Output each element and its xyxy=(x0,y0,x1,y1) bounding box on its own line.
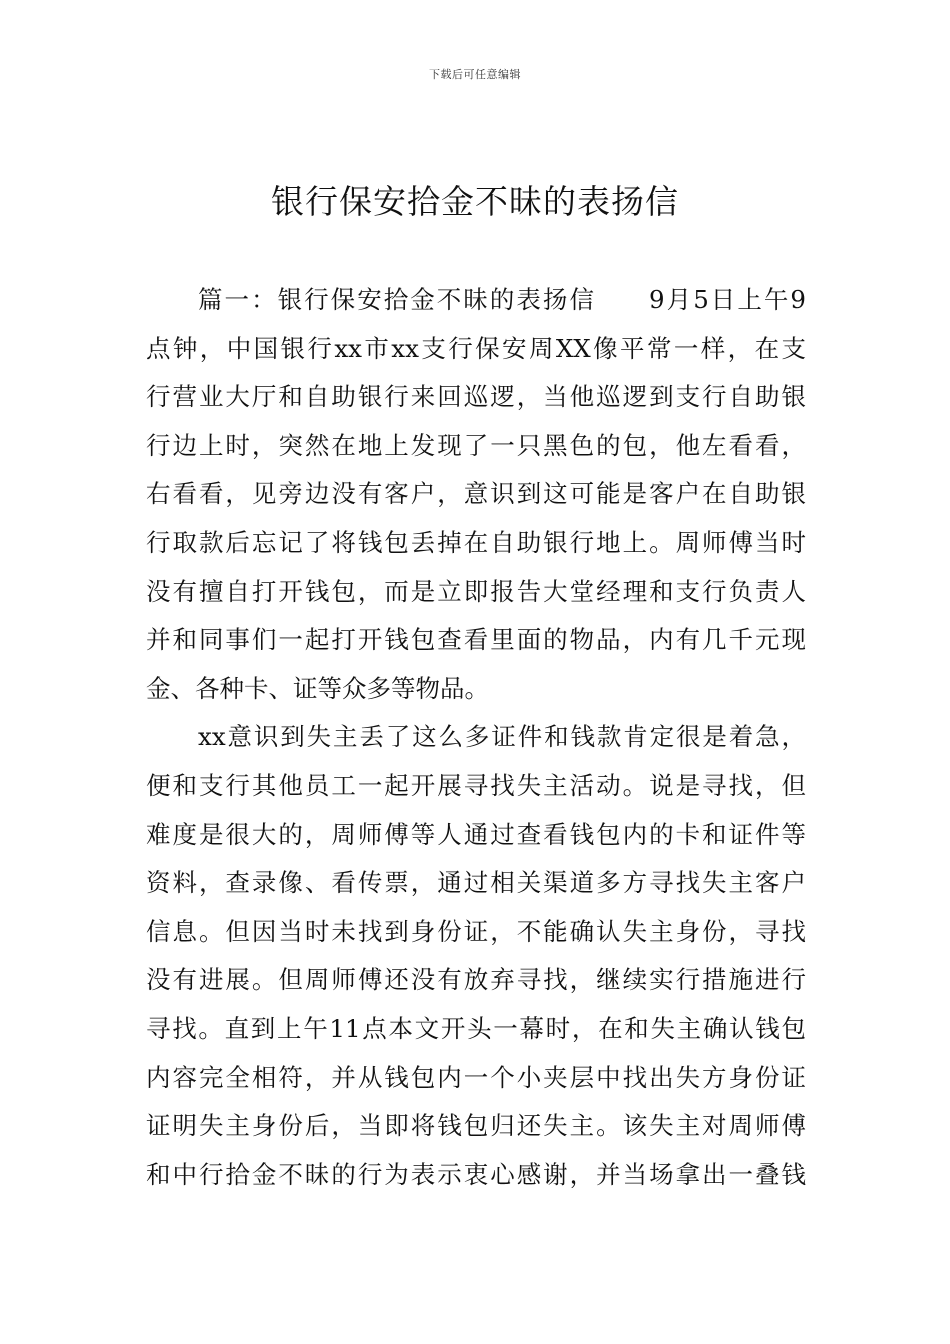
text-line: 没有进展。但周师傅还没有放弃寻找，继续实行措施进行 xyxy=(146,965,806,995)
header-note: 下载后可任意编辑 xyxy=(429,68,521,81)
text-line: 篇一：银行保安拾金不昧的表扬信 9月5日上午9 xyxy=(198,285,806,314)
document-title: 银行保安拾金不昧的表扬信 xyxy=(271,182,679,221)
text-line: 行营业大厅和自助银行来回巡逻，当他巡逻到支行自助银 xyxy=(146,382,806,412)
text-line: xx意识到失主丢了这么多证件和钱款肯定很是着急， xyxy=(198,722,806,752)
text-line: 资料，查录像、看传票，通过相关渠道多方寻找失主客户 xyxy=(146,868,806,898)
text-line: 点钟，中国银行xx市xx支行保安周XX像平常一样，在支 xyxy=(146,333,806,363)
text-line: 内容完全相符，并从钱包内一个小夹层中找出失方身份证 xyxy=(146,1062,806,1092)
text-line: 信息。但因当时未找到身份证，不能确认失主身份，寻找 xyxy=(146,916,806,946)
text-line: 右看看，见旁边没有客户，意识到这可能是客户在自助银 xyxy=(146,479,806,509)
text-line: 金、各种卡、证等众多等物品。 xyxy=(146,673,489,703)
text-line: 行边上时，突然在地上发现了一只黑色的包，他左看看， xyxy=(146,430,806,460)
text-line: 寻找。直到上午11点本文开头一幕时，在和失主确认钱包 xyxy=(146,1013,806,1043)
text-line: 行取款后忘记了将钱包丢掉在自助银行地上。周师傅当时 xyxy=(146,527,806,557)
text-line: 没有擅自打开钱包，而是立即报告大堂经理和支行负责人 xyxy=(146,576,806,606)
document-body xyxy=(146,276,806,1199)
text-line: 并和同事们一起打开钱包查看里面的物品，内有几千元现 xyxy=(146,625,806,655)
text-line: 难度是很大的，周师傅等人通过查看钱包内的卡和证件等 xyxy=(146,819,806,849)
text-line: 证明失主身份后，当即将钱包归还失主。该失主对周师傅 xyxy=(146,1111,806,1141)
paragraph-1 xyxy=(146,276,806,713)
paragraph-2 xyxy=(146,713,806,1199)
text-line: 便和支行其他员工一起开展寻找失主活动。说是寻找，但 xyxy=(146,770,806,800)
text-line: 和中行拾金不昧的行为表示衷心感谢，并当场拿出一叠钱 xyxy=(146,1159,806,1189)
